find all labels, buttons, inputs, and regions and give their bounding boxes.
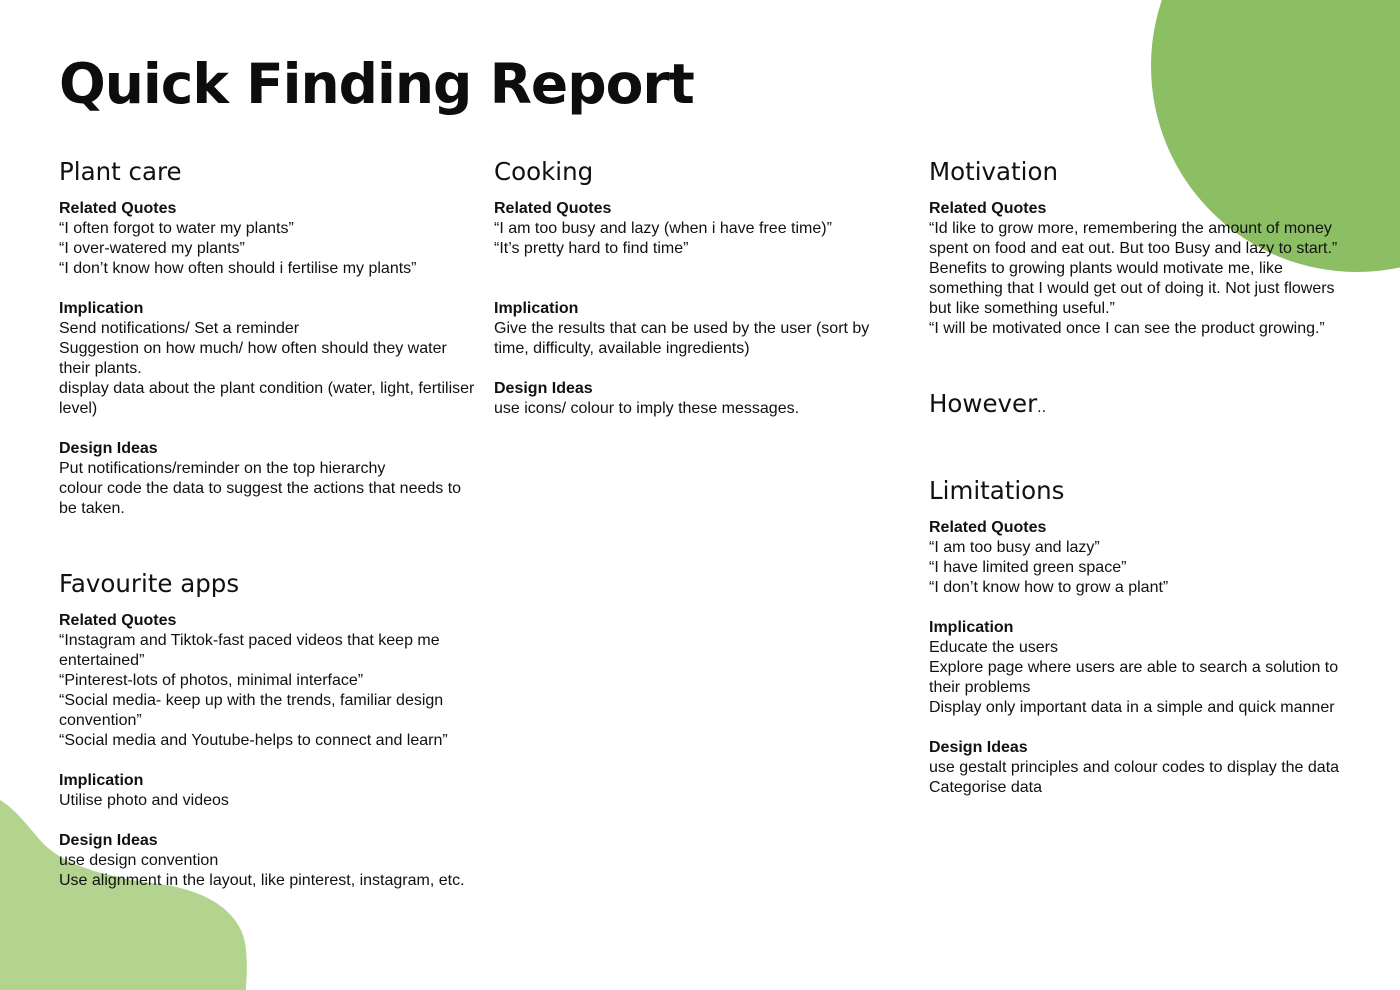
section-plant-care bbox=[59, 157, 479, 519]
design-idea-line: Categorise data bbox=[929, 779, 1042, 796]
quote-line: “Instagram and Tiktok-fast paced videos that keep me entertained” bbox=[59, 632, 440, 669]
block-label: Design Ideas bbox=[59, 832, 158, 849]
block-label: Implication bbox=[59, 300, 144, 317]
design-ideas-block bbox=[494, 379, 894, 419]
design-ideas-block bbox=[59, 831, 484, 891]
quote-line: “Social media and Youtube-helps to connect and learn” bbox=[59, 732, 448, 749]
quote-line: Benefits to growing plants would motivate me, like something that I would get out of doing it. Not just flowers but like something useful.” bbox=[929, 260, 1335, 317]
implication-line: display data about the plant condition (water, light, fertiliser level) bbox=[59, 380, 475, 417]
quote-line: “I am too busy and lazy (when i have free time)” bbox=[494, 220, 832, 237]
implication-block bbox=[59, 299, 479, 419]
design-idea-line: use gestalt principles and colour codes to display the data bbox=[929, 759, 1340, 776]
block-label: Related Quotes bbox=[929, 519, 1047, 536]
quote-line: “I don’t know how to grow a plant” bbox=[929, 579, 1169, 596]
block-label: Related Quotes bbox=[59, 612, 177, 629]
section-favourite-apps bbox=[59, 569, 484, 891]
section-motivation bbox=[929, 157, 1354, 339]
related-quotes-block bbox=[59, 611, 484, 751]
quote-line: “I often forgot to water my plants” bbox=[59, 220, 294, 237]
implication-line: Explore page where users are able to search a solution to their problems bbox=[929, 659, 1339, 696]
block-label: Implication bbox=[929, 619, 1014, 636]
section-heading: Cooking bbox=[494, 157, 594, 186]
quote-line: “I over-watered my plants” bbox=[59, 240, 245, 257]
block-label: Related Quotes bbox=[929, 200, 1047, 217]
quote-line: “I have limited green space” bbox=[929, 559, 1127, 576]
block-label: Related Quotes bbox=[59, 200, 177, 217]
section-heading: Motivation bbox=[929, 157, 1058, 186]
design-idea-line: Put notifications/reminder on the top hierarchy bbox=[59, 460, 386, 477]
however-heading bbox=[929, 388, 1046, 424]
related-quotes-block bbox=[929, 199, 1354, 339]
implication-block bbox=[59, 771, 484, 811]
page-title: Quick Finding Report bbox=[59, 52, 694, 116]
quote-line: “It’s pretty hard to find time” bbox=[494, 240, 689, 257]
design-ideas-block bbox=[929, 738, 1344, 798]
block-label: Design Ideas bbox=[929, 739, 1028, 756]
section-heading: Plant care bbox=[59, 157, 182, 186]
quote-line: “Social media- keep up with the trends, familiar design convention” bbox=[59, 692, 444, 729]
block-label: Implication bbox=[59, 772, 144, 789]
block-label: Design Ideas bbox=[494, 380, 593, 397]
related-quotes-block bbox=[929, 518, 1344, 598]
block-label: Related Quotes bbox=[494, 200, 612, 217]
block-label: Implication bbox=[494, 300, 579, 317]
implication-block bbox=[494, 299, 894, 359]
quote-line: “I am too busy and lazy” bbox=[929, 539, 1100, 556]
implication-line: Educate the users bbox=[929, 639, 1058, 656]
implication-line: Utilise photo and videos bbox=[59, 792, 229, 809]
design-idea-line: use icons/ colour to imply these messages. bbox=[494, 400, 800, 417]
related-quotes-block bbox=[494, 199, 894, 259]
design-idea-line: use design convention bbox=[59, 852, 219, 869]
block-label: Design Ideas bbox=[59, 440, 158, 457]
implication-line: Send notifications/ Set a reminder bbox=[59, 320, 300, 337]
implication-line: Suggestion on how much/ how often should they water their plants. bbox=[59, 340, 447, 377]
section-heading: Favourite apps bbox=[59, 569, 240, 598]
design-idea-line: colour code the data to suggest the actions that needs to be taken. bbox=[59, 480, 462, 517]
design-idea-line: Use alignment in the layout, like pinterest, instagram, etc. bbox=[59, 872, 465, 889]
quote-line: “I don’t know how often should i fertilise my plants” bbox=[59, 260, 417, 277]
section-cooking bbox=[494, 157, 894, 419]
implication-line: Display only important data in a simple and quick manner bbox=[929, 699, 1335, 716]
however-dots: .. bbox=[1037, 400, 1047, 416]
implication-line: Give the results that can be used by the user (sort by time, difficulty, available ingredients) bbox=[494, 320, 870, 357]
section-limitations bbox=[929, 476, 1344, 798]
quote-line: “I will be motivated once I can see the product growing.” bbox=[929, 320, 1325, 337]
however-text: However bbox=[929, 389, 1038, 418]
quote-line: “Id like to grow more, remembering the amount of money spent on food and eat out. But too Busy and lazy to start.” bbox=[929, 220, 1338, 257]
related-quotes-block bbox=[59, 199, 479, 279]
design-ideas-block bbox=[59, 439, 479, 519]
quote-line: “Pinterest-lots of photos, minimal interface” bbox=[59, 672, 364, 689]
implication-block bbox=[929, 618, 1344, 718]
section-heading: Limitations bbox=[929, 476, 1065, 505]
